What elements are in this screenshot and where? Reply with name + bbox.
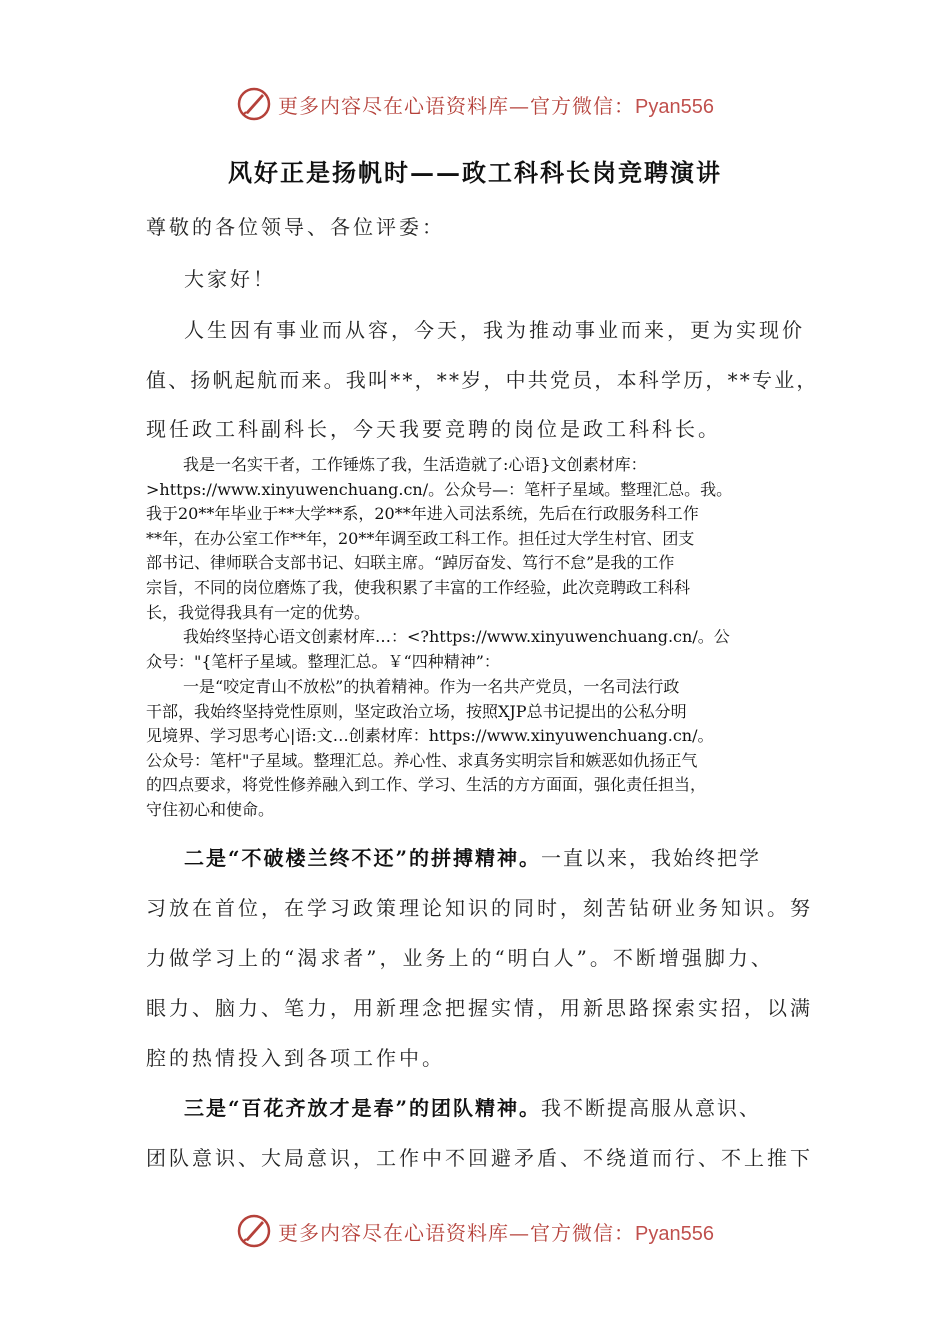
spirit-two-line: 二是“不破楼兰终不还”的拼搏精神。一直以来，我始终把学	[184, 846, 762, 870]
four-spirits-intro: 我始终坚持心语文创素材库…：<?https://www.xinyuwenchuang.cn/。公 众号："{笔杆子星域。整理汇总。￥“四种精神”：	[146, 627, 730, 671]
intro-line: 人生因有事业而从容，今天，我为推动事业而来，更为实现价	[184, 318, 805, 342]
banner-brand: Pyan556	[635, 1222, 714, 1245]
spirit-two-line: 力做学习上的“渴求者”，业务上的“明白人”。不断增强脚力、	[146, 946, 774, 970]
spirit-two-line: 腔的热情投入到各项工作中。	[146, 1046, 445, 1070]
banner-text: 更多内容尽在心语资料库—官方微信：Pyan556	[278, 93, 714, 118]
spirit-two-line: 习放在首位，在学习政策理论知识的同时，刻苦钻研业务知识。努	[146, 896, 813, 920]
spirit-two-heading: 二是“不破楼兰终不还”的拼搏精神。	[184, 846, 542, 870]
spirit-three-heading: 三是“百花齐放才是春”的团队精神。	[184, 1096, 542, 1120]
page-title: 风好正是扬帆时——政工科科长岗竞聘演讲	[228, 158, 722, 187]
spirit-three-line: 三是“百花齐放才是春”的团队精神。我不断提高服从意识、	[184, 1096, 762, 1120]
banner-brand: Pyan556	[635, 95, 714, 118]
intro-line: 值、扬帆起航而来。我叫**，**岁，中共党员，本科学历，**专业，	[146, 368, 819, 392]
footer-banner	[0, 1211, 950, 1251]
quill-pen-logo-icon	[236, 86, 272, 122]
header-banner	[0, 84, 950, 124]
banner-text: 更多内容尽在心语资料库—官方微信：Pyan556	[278, 1220, 714, 1245]
intro-line: 现任政工科副科长，今天我要竞聘的岗位是政工科科长。	[146, 417, 721, 441]
spirit-one-paragraph: 一是“咬定青山不放松”的执着精神。作为一名共产党员，一名司法行政 干部，我始终坚持党性原则，坚定政治立场，按照XJP总书记提出的公私分明 见境界、学习思考心|语:文…创素材库：https://www.xinyuwenchuang.cn/。 公众号：笔杆"子星域。整理汇总。养心性、求真务实明宗旨和嫉恶如仇扬正气 的四点要求，将党性修养融入到工作、学习、生活的方方面面，强化责任担当， 守住初心和使命。	[146, 677, 714, 819]
experience-paragraph: 我是一名实干者，工作锤炼了我，生活造就了:心语}文创素材库： >https://www.xinyuwenchuang.cn/。公众号—：笔杆子星域。整理汇总。我。 我于20**年毕业于**大学**系，20**年进入司法系统，先后在行政服务科工作 **年，在办公室工作**年，20**年调至政工科工作。担任过大学生村官、团支 部书记、律师联合支部书记、妇联主席。“踔厉奋发、笃行不怠”是我的工作 宗旨，不同的岗位磨炼了我，使我积累了丰富的工作经验，此次竞聘政工科科 长，我觉得我具有一定的优势。	[146, 455, 733, 622]
salutation: 尊敬的各位领导、各位评委：	[146, 215, 445, 239]
quill-pen-logo-icon	[236, 1213, 272, 1249]
spirit-three-line: 团队意识、大局意识，工作中不回避矛盾、不绕道而行、不上推下	[146, 1146, 813, 1170]
spirit-two-line: 眼力、脑力、笔力，用新理念把握实情，用新思路探索实招，以满	[146, 996, 813, 1020]
greeting: 大家好！	[184, 267, 276, 291]
